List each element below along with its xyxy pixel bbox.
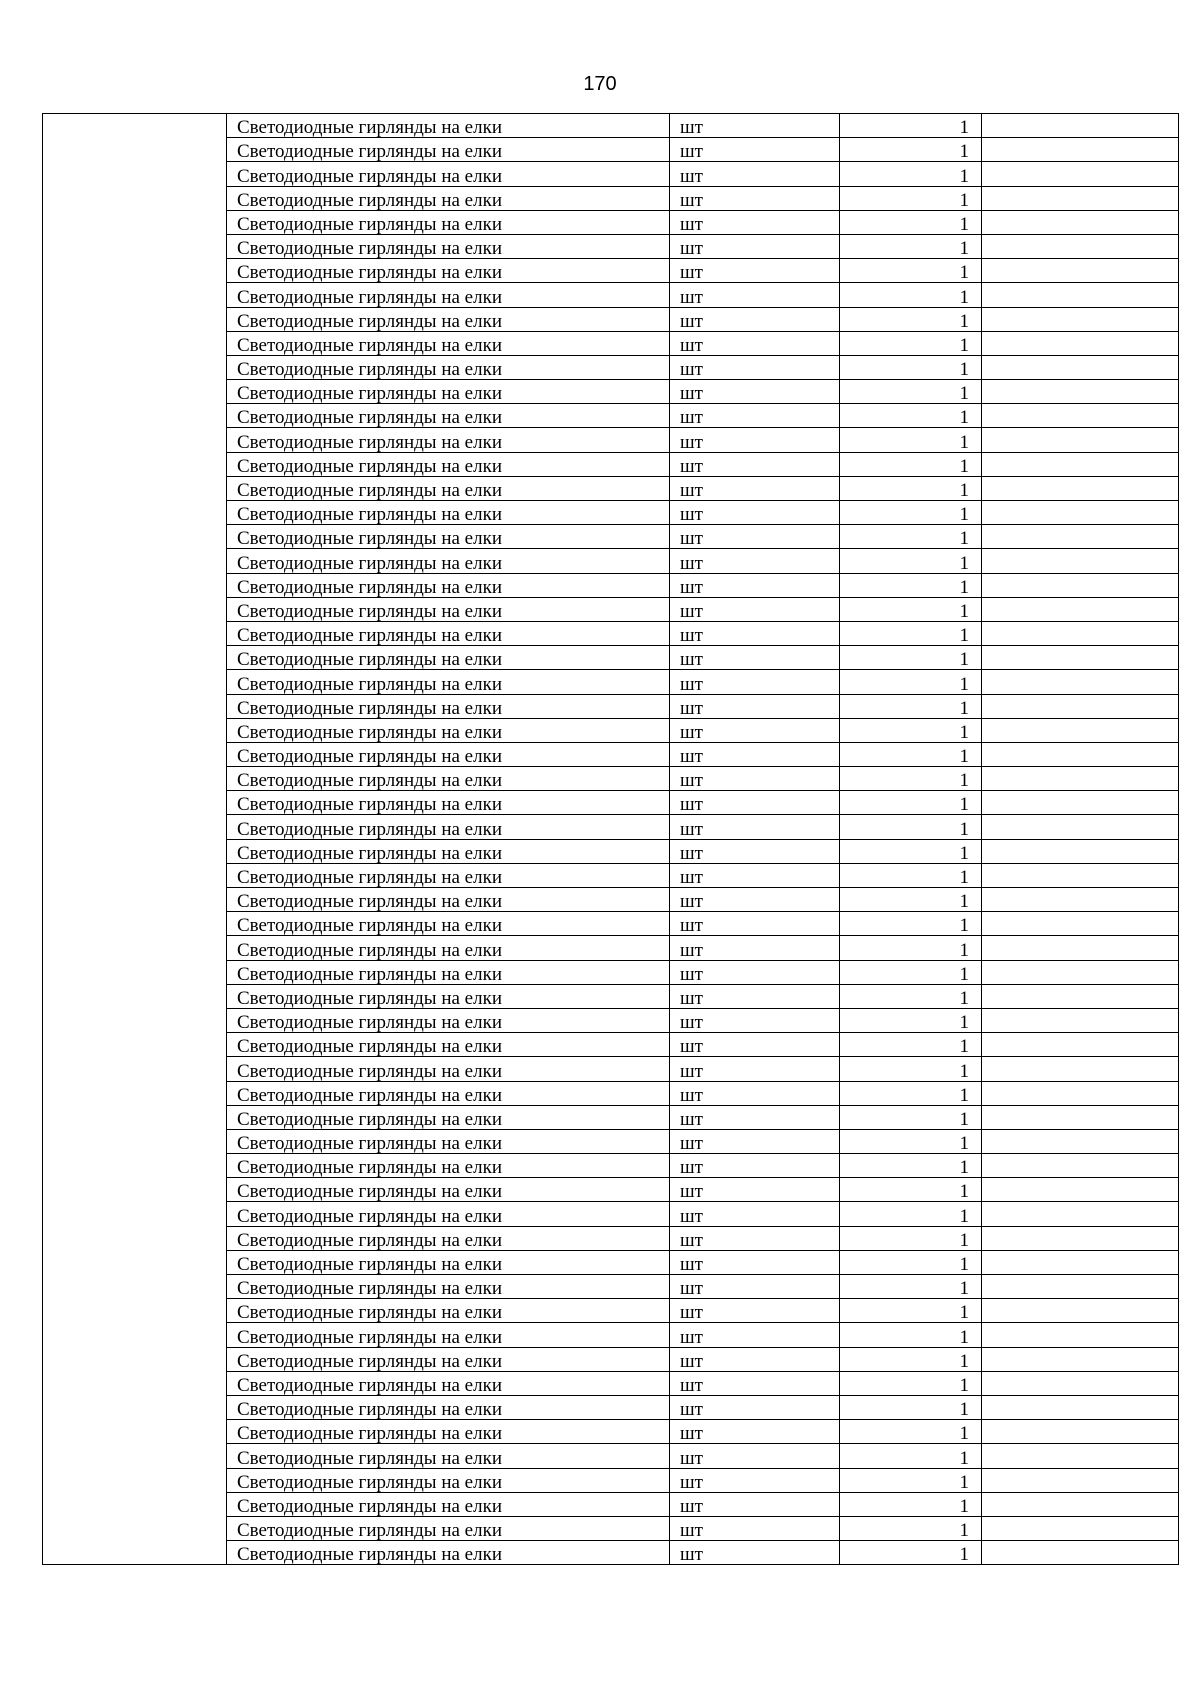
unit-cell: шт (670, 767, 840, 791)
quantity-cell: 1 (840, 476, 982, 500)
unit-cell: шт (670, 186, 840, 210)
note-cell (982, 670, 1179, 694)
unit-cell: шт (670, 742, 840, 766)
note-cell (982, 767, 1179, 791)
item-name-cell: Светодиодные гирлянды на елки (227, 1226, 670, 1250)
quantity-cell: 1 (840, 791, 982, 815)
quantity-cell: 1 (840, 331, 982, 355)
item-name-cell: Светодиодные гирлянды на елки (227, 767, 670, 791)
unit-cell: шт (670, 863, 840, 887)
item-name-cell: Светодиодные гирлянды на елки (227, 1202, 670, 1226)
note-cell (982, 307, 1179, 331)
unit-cell: шт (670, 380, 840, 404)
item-name-cell: Светодиодные гирлянды на елки (227, 1492, 670, 1516)
quantity-cell: 1 (840, 452, 982, 476)
quantity-cell: 1 (840, 355, 982, 379)
note-cell (982, 815, 1179, 839)
unit-cell: шт (670, 1250, 840, 1274)
unit-cell: шт (670, 621, 840, 645)
unit-cell: шт (670, 162, 840, 186)
note-cell (982, 912, 1179, 936)
unit-cell: шт (670, 1516, 840, 1540)
item-name-cell: Светодиодные гирлянды на елки (227, 525, 670, 549)
note-cell (982, 1420, 1179, 1444)
quantity-cell: 1 (840, 186, 982, 210)
note-cell (982, 452, 1179, 476)
item-name-cell: Светодиодные гирлянды на елки (227, 210, 670, 234)
quantity-cell: 1 (840, 1395, 982, 1419)
unit-cell: шт (670, 138, 840, 162)
item-name-cell: Светодиодные гирлянды на елки (227, 1468, 670, 1492)
unit-cell: шт (670, 694, 840, 718)
note-cell (982, 888, 1179, 912)
quantity-cell: 1 (840, 1299, 982, 1323)
quantity-cell: 1 (840, 597, 982, 621)
note-cell (982, 331, 1179, 355)
item-name-cell: Светодиодные гирлянды на елки (227, 839, 670, 863)
table-row (43, 114, 1179, 138)
unit-cell: шт (670, 1492, 840, 1516)
quantity-cell: 1 (840, 694, 982, 718)
item-name-cell: Светодиодные гирлянды на елки (227, 694, 670, 718)
note-cell (982, 646, 1179, 670)
unit-cell: шт (670, 1347, 840, 1371)
item-name-cell: Светодиодные гирлянды на елки (227, 888, 670, 912)
quantity-cell: 1 (840, 1057, 982, 1081)
quantity-cell: 1 (840, 380, 982, 404)
item-name-cell: Светодиодные гирлянды на елки (227, 404, 670, 428)
unit-cell: шт (670, 936, 840, 960)
note-cell (982, 1516, 1179, 1540)
note-cell (982, 1081, 1179, 1105)
note-cell (982, 1492, 1179, 1516)
group-cell (43, 114, 227, 1565)
note-cell (982, 1129, 1179, 1153)
note-cell (982, 380, 1179, 404)
item-name-cell: Светодиодные гирлянды на елки (227, 863, 670, 887)
item-name-cell: Светодиодные гирлянды на елки (227, 1081, 670, 1105)
note-cell (982, 1541, 1179, 1565)
unit-cell: шт (670, 1105, 840, 1129)
note-cell (982, 355, 1179, 379)
unit-cell: шт (670, 597, 840, 621)
unit-cell: шт (670, 1395, 840, 1419)
note-cell (982, 984, 1179, 1008)
note-cell (982, 573, 1179, 597)
quantity-cell: 1 (840, 1202, 982, 1226)
unit-cell: шт (670, 1178, 840, 1202)
quantity-cell: 1 (840, 718, 982, 742)
item-name-cell: Светодиодные гирлянды на елки (227, 646, 670, 670)
note-cell (982, 791, 1179, 815)
quantity-cell: 1 (840, 1008, 982, 1032)
unit-cell: шт (670, 1057, 840, 1081)
quantity-cell: 1 (840, 742, 982, 766)
items-table (42, 113, 1179, 1565)
note-cell (982, 1323, 1179, 1347)
note-cell (982, 476, 1179, 500)
quantity-cell: 1 (840, 138, 982, 162)
quantity-cell: 1 (840, 1541, 982, 1565)
unit-cell: шт (670, 815, 840, 839)
item-name-cell: Светодиодные гирлянды на елки (227, 1105, 670, 1129)
unit-cell: шт (670, 1033, 840, 1057)
quantity-cell: 1 (840, 646, 982, 670)
unit-cell: шт (670, 1226, 840, 1250)
note-cell (982, 428, 1179, 452)
item-name-cell: Светодиодные гирлянды на елки (227, 742, 670, 766)
quantity-cell: 1 (840, 1178, 982, 1202)
item-name-cell: Светодиодные гирлянды на елки (227, 1444, 670, 1468)
unit-cell: шт (670, 549, 840, 573)
quantity-cell: 1 (840, 307, 982, 331)
note-cell (982, 525, 1179, 549)
unit-cell: шт (670, 888, 840, 912)
item-name-cell: Светодиодные гирлянды на елки (227, 791, 670, 815)
note-cell (982, 1226, 1179, 1250)
quantity-cell: 1 (840, 863, 982, 887)
note-cell (982, 597, 1179, 621)
note-cell (982, 186, 1179, 210)
items-table-container (42, 113, 1179, 1565)
unit-cell: шт (670, 1154, 840, 1178)
note-cell (982, 1033, 1179, 1057)
quantity-cell: 1 (840, 1516, 982, 1540)
unit-cell: шт (670, 259, 840, 283)
quantity-cell: 1 (840, 573, 982, 597)
item-name-cell: Светодиодные гирлянды на елки (227, 1299, 670, 1323)
unit-cell: шт (670, 1468, 840, 1492)
note-cell (982, 1178, 1179, 1202)
item-name-cell: Светодиодные гирлянды на елки (227, 283, 670, 307)
note-cell (982, 162, 1179, 186)
item-name-cell: Светодиодные гирлянды на елки (227, 815, 670, 839)
note-cell (982, 1347, 1179, 1371)
item-name-cell: Светодиодные гирлянды на елки (227, 1275, 670, 1299)
unit-cell: шт (670, 1299, 840, 1323)
note-cell (982, 1154, 1179, 1178)
quantity-cell: 1 (840, 912, 982, 936)
note-cell (982, 1057, 1179, 1081)
unit-cell: шт (670, 331, 840, 355)
item-name-cell: Светодиодные гирлянды на елки (227, 670, 670, 694)
unit-cell: шт (670, 1275, 840, 1299)
item-name-cell: Светодиодные гирлянды на елки (227, 138, 670, 162)
item-name-cell: Светодиодные гирлянды на елки (227, 1250, 670, 1274)
item-name-cell: Светодиодные гирлянды на елки (227, 573, 670, 597)
unit-cell: шт (670, 234, 840, 258)
note-cell (982, 1008, 1179, 1032)
unit-cell: шт (670, 404, 840, 428)
quantity-cell: 1 (840, 1250, 982, 1274)
item-name-cell: Светодиодные гирлянды на елки (227, 307, 670, 331)
unit-cell: шт (670, 573, 840, 597)
unit-cell: шт (670, 1129, 840, 1153)
quantity-cell: 1 (840, 162, 982, 186)
quantity-cell: 1 (840, 428, 982, 452)
item-name-cell: Светодиодные гирлянды на елки (227, 234, 670, 258)
unit-cell: шт (670, 1371, 840, 1395)
unit-cell: шт (670, 1444, 840, 1468)
quantity-cell: 1 (840, 1371, 982, 1395)
note-cell (982, 1395, 1179, 1419)
note-cell (982, 549, 1179, 573)
note-cell (982, 404, 1179, 428)
quantity-cell: 1 (840, 936, 982, 960)
item-name-cell: Светодиодные гирлянды на елки (227, 549, 670, 573)
item-name-cell: Светодиодные гирлянды на елки (227, 355, 670, 379)
quantity-cell: 1 (840, 1154, 982, 1178)
quantity-cell: 1 (840, 234, 982, 258)
item-name-cell: Светодиодные гирлянды на елки (227, 1008, 670, 1032)
note-cell (982, 1202, 1179, 1226)
quantity-cell: 1 (840, 1226, 982, 1250)
unit-cell: шт (670, 501, 840, 525)
unit-cell: шт (670, 114, 840, 138)
quantity-cell: 1 (840, 1420, 982, 1444)
note-cell (982, 234, 1179, 258)
note-cell (982, 1275, 1179, 1299)
note-cell (982, 694, 1179, 718)
note-cell (982, 1444, 1179, 1468)
unit-cell: шт (670, 791, 840, 815)
item-name-cell: Светодиодные гирлянды на елки (227, 984, 670, 1008)
item-name-cell: Светодиодные гирлянды на елки (227, 1323, 670, 1347)
item-name-cell: Светодиодные гирлянды на елки (227, 1347, 670, 1371)
item-name-cell: Светодиодные гирлянды на елки (227, 1541, 670, 1565)
quantity-cell: 1 (840, 259, 982, 283)
unit-cell: шт (670, 476, 840, 500)
item-name-cell: Светодиодные гирлянды на елки (227, 501, 670, 525)
note-cell (982, 742, 1179, 766)
note-cell (982, 936, 1179, 960)
quantity-cell: 1 (840, 621, 982, 645)
item-name-cell: Светодиодные гирлянды на елки (227, 114, 670, 138)
unit-cell: шт (670, 355, 840, 379)
note-cell (982, 1105, 1179, 1129)
item-name-cell: Светодиодные гирлянды на елки (227, 380, 670, 404)
quantity-cell: 1 (840, 767, 982, 791)
item-name-cell: Светодиодные гирлянды на елки (227, 186, 670, 210)
quantity-cell: 1 (840, 1105, 982, 1129)
unit-cell: шт (670, 1202, 840, 1226)
quantity-cell: 1 (840, 960, 982, 984)
item-name-cell: Светодиодные гирлянды на елки (227, 597, 670, 621)
item-name-cell: Светодиодные гирлянды на елки (227, 960, 670, 984)
quantity-cell: 1 (840, 1033, 982, 1057)
note-cell (982, 1468, 1179, 1492)
item-name-cell: Светодиодные гирлянды на елки (227, 1154, 670, 1178)
quantity-cell: 1 (840, 1323, 982, 1347)
unit-cell: шт (670, 452, 840, 476)
item-name-cell: Светодиодные гирлянды на елки (227, 912, 670, 936)
item-name-cell: Светодиодные гирлянды на елки (227, 162, 670, 186)
note-cell (982, 863, 1179, 887)
items-table-body (43, 114, 1179, 1565)
note-cell (982, 138, 1179, 162)
item-name-cell: Светодиодные гирлянды на елки (227, 1395, 670, 1419)
item-name-cell: Светодиодные гирлянды на елки (227, 331, 670, 355)
note-cell (982, 1299, 1179, 1323)
unit-cell: шт (670, 307, 840, 331)
item-name-cell: Светодиодные гирлянды на елки (227, 428, 670, 452)
note-cell (982, 1250, 1179, 1274)
note-cell (982, 960, 1179, 984)
item-name-cell: Светодиодные гирлянды на елки (227, 1057, 670, 1081)
unit-cell: шт (670, 428, 840, 452)
unit-cell: шт (670, 283, 840, 307)
quantity-cell: 1 (840, 283, 982, 307)
item-name-cell: Светодиодные гирлянды на елки (227, 1178, 670, 1202)
quantity-cell: 1 (840, 815, 982, 839)
unit-cell: шт (670, 646, 840, 670)
page-number: 170 (583, 73, 617, 95)
unit-cell: шт (670, 1081, 840, 1105)
note-cell (982, 114, 1179, 138)
quantity-cell: 1 (840, 525, 982, 549)
quantity-cell: 1 (840, 1275, 982, 1299)
unit-cell: шт (670, 1541, 840, 1565)
quantity-cell: 1 (840, 1492, 982, 1516)
quantity-cell: 1 (840, 839, 982, 863)
quantity-cell: 1 (840, 1129, 982, 1153)
item-name-cell: Светодиодные гирлянды на елки (227, 1420, 670, 1444)
item-name-cell: Светодиодные гирлянды на елки (227, 621, 670, 645)
quantity-cell: 1 (840, 114, 982, 138)
item-name-cell: Светодиодные гирлянды на елки (227, 718, 670, 742)
quantity-cell: 1 (840, 1347, 982, 1371)
unit-cell: шт (670, 525, 840, 549)
quantity-cell: 1 (840, 1081, 982, 1105)
unit-cell: шт (670, 960, 840, 984)
note-cell (982, 501, 1179, 525)
unit-cell: шт (670, 1008, 840, 1032)
unit-cell: шт (670, 1420, 840, 1444)
item-name-cell: Светодиодные гирлянды на елки (227, 452, 670, 476)
quantity-cell: 1 (840, 888, 982, 912)
unit-cell: шт (670, 1323, 840, 1347)
item-name-cell: Светодиодные гирлянды на елки (227, 1516, 670, 1540)
unit-cell: шт (670, 718, 840, 742)
note-cell (982, 839, 1179, 863)
unit-cell: шт (670, 912, 840, 936)
note-cell (982, 718, 1179, 742)
item-name-cell: Светодиодные гирлянды на елки (227, 259, 670, 283)
item-name-cell: Светодиодные гирлянды на елки (227, 936, 670, 960)
unit-cell: шт (670, 984, 840, 1008)
unit-cell: шт (670, 839, 840, 863)
quantity-cell: 1 (840, 210, 982, 234)
note-cell (982, 210, 1179, 234)
item-name-cell: Светодиодные гирлянды на елки (227, 476, 670, 500)
quantity-cell: 1 (840, 404, 982, 428)
unit-cell: шт (670, 670, 840, 694)
quantity-cell: 1 (840, 1468, 982, 1492)
quantity-cell: 1 (840, 984, 982, 1008)
unit-cell: шт (670, 210, 840, 234)
quantity-cell: 1 (840, 549, 982, 573)
quantity-cell: 1 (840, 501, 982, 525)
note-cell (982, 1371, 1179, 1395)
quantity-cell: 1 (840, 1444, 982, 1468)
item-name-cell: Светодиодные гирлянды на елки (227, 1129, 670, 1153)
note-cell (982, 259, 1179, 283)
item-name-cell: Светодиодные гирлянды на елки (227, 1371, 670, 1395)
note-cell (982, 283, 1179, 307)
item-name-cell: Светодиодные гирлянды на елки (227, 1033, 670, 1057)
note-cell (982, 621, 1179, 645)
quantity-cell: 1 (840, 670, 982, 694)
